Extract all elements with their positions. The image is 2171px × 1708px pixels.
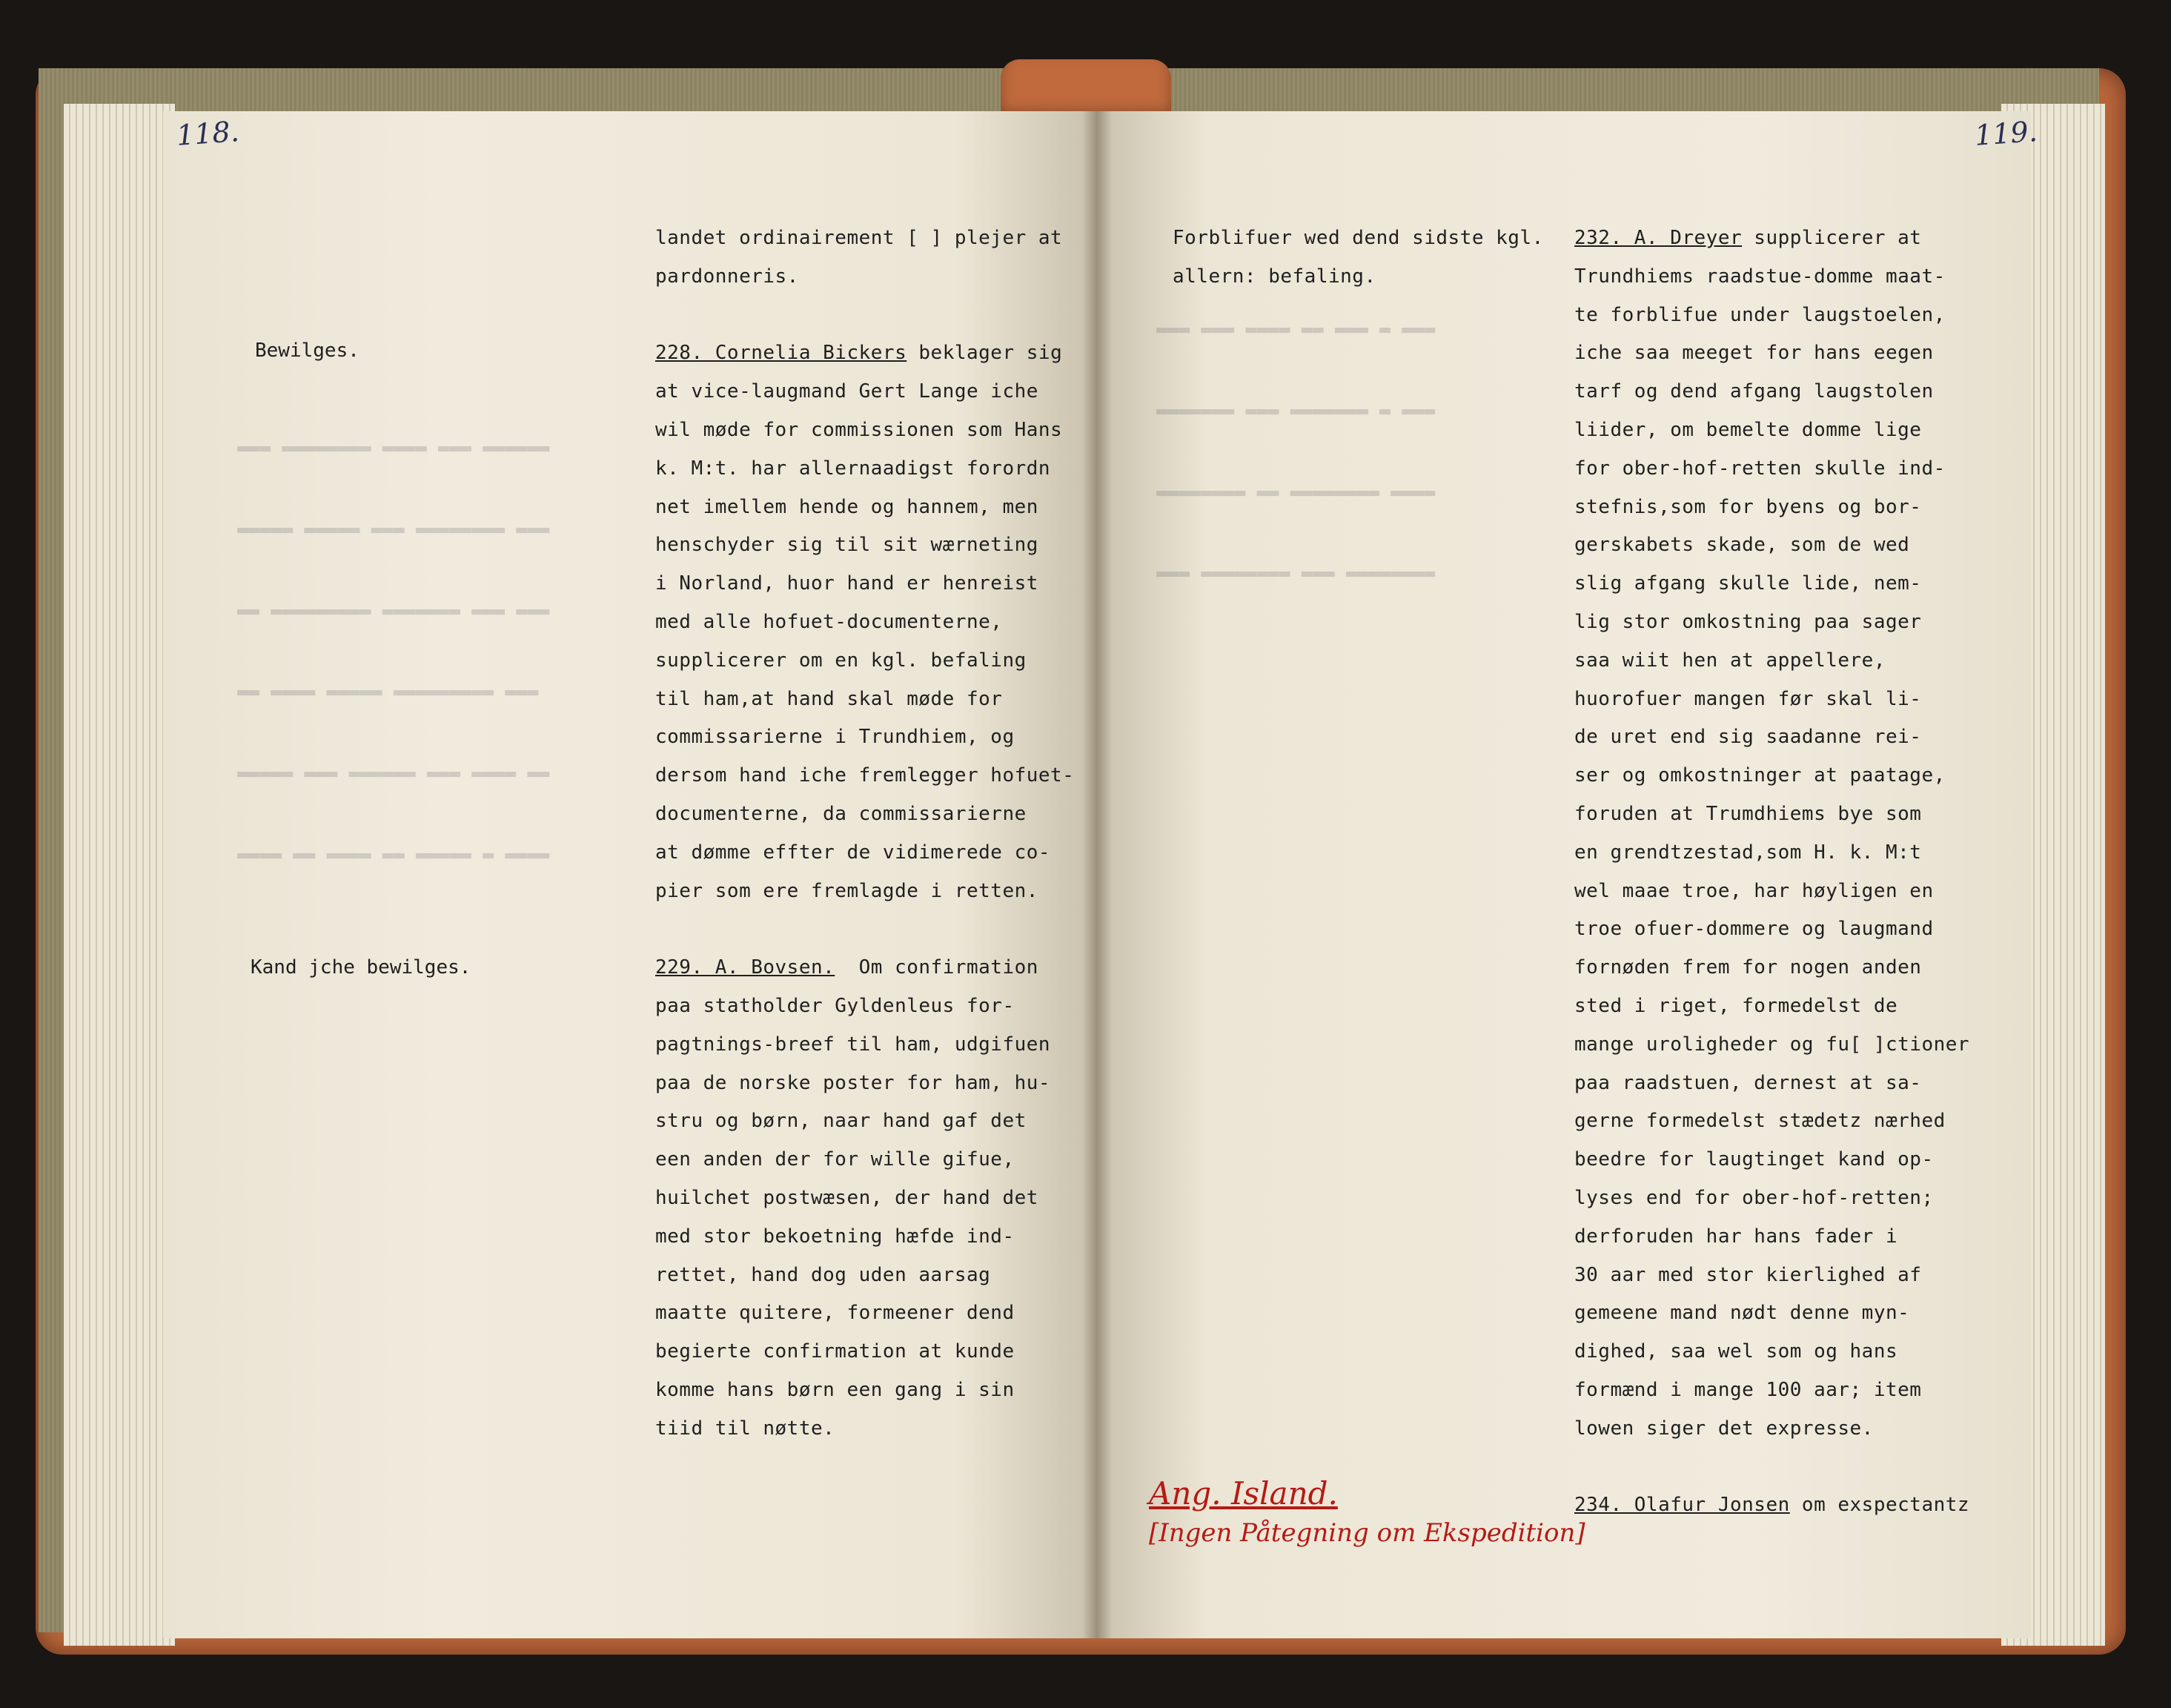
text-line [1574,297,1969,335]
line-text: documenterne, da commissarierne [655,802,1027,825]
text-line [655,373,1074,411]
text-line [655,718,1074,757]
line-text: iche saa meeget for hans eegen [1574,342,1934,365]
text-line [655,834,1074,873]
line-text: dighed, saa wel som og hans [1574,1340,1898,1363]
line-text: 30 aar med stor kierlighed af [1574,1263,1922,1286]
line-text: te forblifue under laugstoelen, [1574,303,1946,326]
text-line [1574,1257,1969,1295]
text-line [1173,219,1544,258]
text-line [655,910,1074,949]
text-line [655,757,1074,795]
text-line [655,1294,1074,1333]
text-line [655,334,1074,373]
left-page-edges [64,104,175,1646]
text-line [1574,834,1969,873]
line-text: rettet, hand dog uden aarsag [655,1263,991,1286]
book-gutter [1082,111,1112,1638]
line-text: Forblifuer wed dend sidste kgl. [1173,227,1544,249]
line-text: lowen siger det expresse. [1574,1417,1874,1440]
line-text: liider, om bemelte domme lige [1574,418,1922,441]
bleed-through-left: ▬▬▬ ▬▬▬▬▬▬▬▬ ▬▬▬▬ ▬▬▬ ▬▬▬▬▬▬ ▬▬▬▬▬ ▬▬▬▬▬ ▬▬▬ ▬▬▬▬▬▬▬▬ ▬▬▬ ▬▬ ▬▬▬▬▬▬▬▬▬ ▬▬▬▬▬▬▬ ▬▬▬ ▬▬▬ ▬▬ ▬▬▬▬ ▬▬▬▬▬ ▬▬▬▬▬▬▬▬▬ ▬▬▬ ▬▬▬▬▬ ▬▬▬ ▬▬▬▬▬▬ ▬▬▬ ▬▬▬▬ ▬▬ ▬▬▬▬ ▬▬ ▬▬▬▬ ▬▬ ▬▬▬▬▬ ▬ ▬▬▬▬ [237,437,550,865]
text-line [655,219,1074,258]
line-text: maatte quitere, formeener dend [655,1302,1015,1325]
line-text: om exspectantz [1789,1494,1970,1517]
line-text: gemeene mand nødt denne myn- [1574,1302,1910,1325]
text-line [1574,1371,1969,1410]
handwritten-note-ang-island: Ang. Island. [1149,1475,1338,1512]
text-line [655,1141,1074,1179]
line-text: commissarierne i Trundhiem, og [655,726,1015,749]
text-line [1574,681,1969,719]
text-line [655,411,1074,450]
line-text: Om confirmation [835,956,1038,979]
text-line [1574,1102,1969,1141]
text-line [1574,411,1969,450]
text-line [1574,373,1969,411]
line-text: paa statholder Gyldenleus for- [655,994,1015,1017]
text-line [1574,1333,1969,1371]
line-text: gerne formedelst stædetz nærhed [1574,1110,1946,1133]
line-text: formænd i mange 100 aar; item [1574,1378,1922,1401]
line-text: beklager sig [906,342,1063,365]
text-line [1574,910,1969,949]
line-text: lig stor omkostning paa sager [1574,610,1922,633]
right-page-left-column [1173,219,1544,297]
text-line [1574,450,1969,489]
text-line [1574,258,1969,297]
line-text: tiid til nøtte. [655,1417,835,1440]
line-text: at vice-laugmand Gert Lange iche [655,380,1038,403]
text-line [1574,1026,1969,1065]
line-text: med alle hofuet-documenterne, [655,610,1003,633]
text-line [655,1371,1074,1410]
line-text: stru og børn, naar hand gaf det [655,1110,1027,1133]
line-text: derforuden har hans fader i [1574,1225,1898,1248]
text-line [655,1218,1074,1257]
text-line [655,565,1074,603]
text-line [655,489,1074,527]
line-text: pardonneris. [655,265,799,288]
text-line [655,949,1074,987]
line-text: paa raadstuen, dernest at sa- [1574,1071,1922,1094]
line-text: beedre for laugtinget kand op- [1574,1148,1934,1171]
text-line [1574,1410,1969,1449]
line-text: een anden der for wille gifue, [655,1148,1015,1171]
line-text: gerskabets skade, som de wed [1574,534,1910,557]
line-text: med stor bekoetning hæfde ind- [655,1225,1015,1248]
text-line [1574,1065,1969,1103]
line-text: lyses end for ober-hof-retten; [1574,1186,1934,1209]
text-line [1574,1449,1969,1487]
line-text: landet ordinairement [ ] plejer at [655,227,1063,249]
handwritten-note-ingen-paategning: [Ingen Påtegning om Ekspedition] [1149,1518,1585,1548]
line-text: supplicerer at [1742,227,1922,249]
text-line [1574,1141,1969,1179]
line-text: paa de norske poster for ham, hu- [655,1071,1051,1094]
line-text: wel maae troe, har høyligen en [1574,879,1934,902]
text-line [655,1179,1074,1218]
text-line [655,450,1074,489]
margin-note-bewilges: Bewilges. [255,340,359,362]
text-line [1574,1486,1969,1525]
text-line [1574,1218,1969,1257]
text-line [1574,795,1969,834]
line-text: at dømme effter de vidimerede co- [655,841,1051,864]
text-line [1574,526,1969,565]
line-text: k. M:t. har allernaadigst forordn [655,457,1051,480]
spine-headcap [1001,59,1171,119]
text-line [1574,489,1969,527]
text-line [1574,219,1969,258]
text-line [655,1333,1074,1371]
line-text: mange uroligheder og fu[ ]ctioner [1574,1033,1970,1056]
line-text: pier som ere fremlagde i retten. [655,879,1038,902]
text-line [1574,1294,1969,1333]
line-text: huorofuer mangen før skal li- [1574,687,1922,710]
text-line [1574,987,1969,1026]
line-text: troe ofuer-dommere og laugmand [1574,918,1934,941]
line-text: supplicerer om en kgl. befaling [655,649,1027,672]
entry-heading: 234. Olafur Jonsen [1574,1494,1790,1517]
text-line [1173,258,1544,297]
line-text: fornøden frem for nogen anden [1574,956,1922,979]
text-line [655,681,1074,719]
right-page-right-column [1574,219,1969,1525]
text-line [1574,334,1969,373]
entry-heading: 228. Cornelia Bickers [655,342,907,365]
text-line [655,1065,1074,1103]
text-line [655,795,1074,834]
text-line [655,873,1074,911]
line-text: huilchet postwæsen, der hand det [655,1186,1038,1209]
line-text: foruden at Trumdhiems bye som [1574,802,1922,825]
text-line [1574,949,1969,987]
line-text: en grendtzestad,som H. k. M:t [1574,841,1922,864]
text-line [1574,565,1969,603]
left-page-text-column [655,219,1074,1449]
line-text: begierte confirmation at kunde [655,1340,1015,1363]
line-text: sted i riget, formedelst de [1574,994,1898,1017]
line-text: net imellem hende og hannem, men [655,495,1038,518]
line-text: stefnis,som for byens og bor- [1574,495,1922,518]
text-line [1574,642,1969,681]
text-line [655,642,1074,681]
line-text: slig afgang skulle lide, nem- [1574,572,1922,595]
line-text: i Norland, huor hand er henreist [655,572,1038,595]
text-line [1574,873,1969,911]
bleed-through-right: ▬▬▬ ▬▬▬ ▬▬▬▬ ▬▬ ▬▬▬ ▬ ▬▬▬ ▬▬▬▬▬▬▬ ▬▬▬ ▬▬▬▬▬▬▬ ▬ ▬▬▬ ▬▬▬▬▬▬▬▬ ▬▬ ▬▬▬▬▬▬▬▬ ▬▬▬▬ ▬▬▬ ▬▬▬▬▬▬▬▬ ▬▬▬ ▬▬▬▬▬▬▬▬ [1156,318,1436,584]
line-text: saa wiit hen at appellere, [1574,649,1886,672]
right-page-number: 119. [1973,115,2039,152]
entry-heading: 232. A. Dreyer [1574,227,1743,249]
text-line [1574,757,1969,795]
line-text: ser og omkostninger at paatage, [1574,764,1946,787]
line-text: for ober-hof-retten skulle ind- [1574,457,1946,480]
text-line [655,526,1074,565]
text-line [1574,1179,1969,1218]
line-text: henschyder sig til sit wærneting [655,534,1038,557]
text-line [655,1410,1074,1449]
line-text: tarf og dend afgang laugstolen [1574,380,1934,403]
line-text: pagtnings-breef til ham, udgifuen [655,1033,1051,1056]
line-text: allern: befaling. [1173,265,1376,288]
left-page-number: 118. [175,115,241,152]
text-line [655,297,1074,335]
text-line [655,1102,1074,1141]
text-line [655,1257,1074,1295]
text-line [655,258,1074,297]
line-text: de uret end sig saadanne rei- [1574,726,1922,749]
line-text: komme hans børn een gang i sin [655,1378,1015,1401]
text-line [655,603,1074,642]
line-text: wil møde for commissionen som Hans [655,418,1063,441]
line-text: dersom hand iche fremlegger hofuet- [655,764,1075,787]
margin-note-kand-jche-bewilges: Kand jche bewilges. [251,956,471,979]
entry-heading: 229. A. Bovsen. [655,956,835,979]
text-line [655,1026,1074,1065]
text-line [655,987,1074,1026]
line-text: Trundhiems raadstue-domme maat- [1574,265,1946,288]
text-line [1574,718,1969,757]
text-line [1574,603,1969,642]
line-text: til ham,at hand skal møde for [655,687,1003,710]
